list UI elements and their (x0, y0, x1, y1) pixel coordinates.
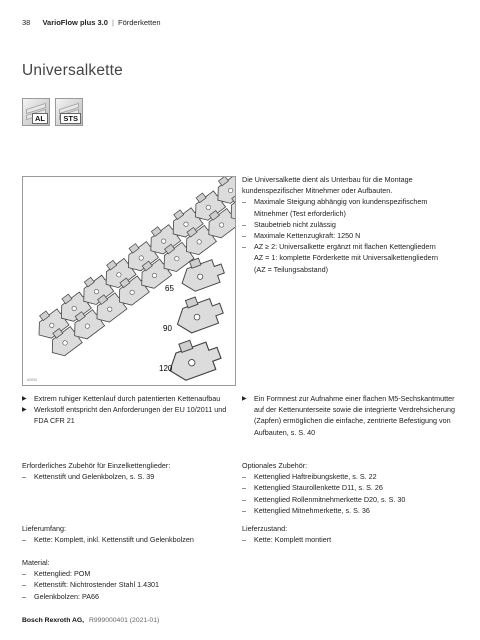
description-intro: Die Universalkette dient als Unterbau für die Montage kundenspezifischer Mitnehmer oder Aufbauten. (242, 175, 413, 196)
list-item: – Kettenglied Rollenmitnehmerkette D20, s. S. 30 (242, 494, 464, 505)
badge-al (22, 98, 50, 126)
optional-accessories-heading: Optionales Zubehör: (242, 461, 308, 470)
list-item: – Kettenglied Staurollenkette D11, s. S. 26 (242, 482, 464, 493)
delivery-state-heading: Lieferzustand: (242, 524, 288, 533)
required-accessories-heading: Erforderliches Zubehör für Einzelkettenglieder: (22, 461, 171, 470)
list-item: – Kettenglied Mitnehmerkette, s. S. 36 (242, 505, 464, 516)
chain-drawing (23, 177, 236, 386)
list-item: – Gelenkbolzen: PA66 (22, 591, 234, 602)
list-item: – Maximale Kettenzugkraft: 1250 N (242, 230, 462, 241)
list-item: – Kettenglied Haftreibungskette, s. S. 22 (242, 471, 464, 482)
required-accessories (22, 460, 234, 482)
page-footer (22, 617, 159, 624)
page-number: 38 (22, 18, 31, 27)
fig-label-90: 90 (163, 324, 172, 333)
chain-illustration (22, 176, 236, 386)
footer-docnum: R999000401 (2021-01) (88, 617, 160, 624)
list-item: – Kettenglied: POM (22, 568, 234, 579)
badge-al-label: AL (32, 113, 48, 124)
fig-label-65: 65 (165, 284, 174, 293)
material (22, 557, 234, 602)
list-item: – Maximale Steigung abhängig von kundenspezifischem Mitnehmer (Test erforderlich) (242, 196, 462, 218)
list-item: – Kette: Komplett montiert (242, 534, 464, 545)
badge-sts-label: STS (60, 113, 81, 124)
feature-item: ▶ Ein Formnest zur Aufnahme einer flachen M5-Sechskantmutter auf der Kettenunterseite sowie die integrierte Verdrehsicherung (Zapfen) ermöglichen die einfache, zentrierte Befestigung von Aufbauten, s. S. 40 (242, 393, 464, 438)
description-list (242, 196, 462, 274)
features-left (22, 393, 234, 427)
page-title: Universalkette (22, 62, 124, 79)
feature-item: ▶ Werkstoff entspricht den Anforderungen der EU 10/2011 und FDA CFR 21 (22, 404, 234, 426)
footer-brand: Bosch Rexroth AG, (22, 617, 85, 624)
delivery-state (242, 523, 464, 545)
product-name: VarioFlow plus 3.0 (42, 18, 108, 27)
list-item: – Staubetrieb nicht zulässig (242, 219, 462, 230)
list-item: – Kettenstift und Gelenkbolzen, s. S. 39 (22, 471, 234, 482)
optional-accessories (242, 460, 464, 516)
scope-heading: Lieferumfang: (22, 524, 66, 533)
list-item: – Kette: Komplett, inkl. Kettenstift und Gelenkbolzen (22, 534, 234, 545)
material-heading: Material: (22, 558, 50, 567)
list-item-continuation: AZ = 1: komplette Förderkette mit Universalkettengliedern (254, 253, 438, 263)
figure-code: A0000 (27, 378, 38, 382)
list-item: – Kettenstift: Nichtrostender Stahl 1.4301 (22, 579, 234, 590)
list-item-continuation: (AZ = Teilungsabstand) (254, 264, 328, 274)
badge-sts (55, 98, 83, 126)
header-separator: | (111, 18, 114, 27)
section-name: Förderketten (118, 18, 161, 27)
page-header (22, 18, 161, 27)
feature-item: ▶ Extrem ruhiger Kettenlauf durch patentierten Kettenaufbau (22, 393, 234, 404)
features-right (242, 393, 464, 438)
fig-label-120: 120 (159, 364, 173, 373)
list-item: – AZ ≥ 2: Universalkette ergänzt mit flachen Kettengliedern (242, 241, 462, 252)
scope-of-delivery (22, 523, 234, 545)
description (242, 174, 462, 275)
